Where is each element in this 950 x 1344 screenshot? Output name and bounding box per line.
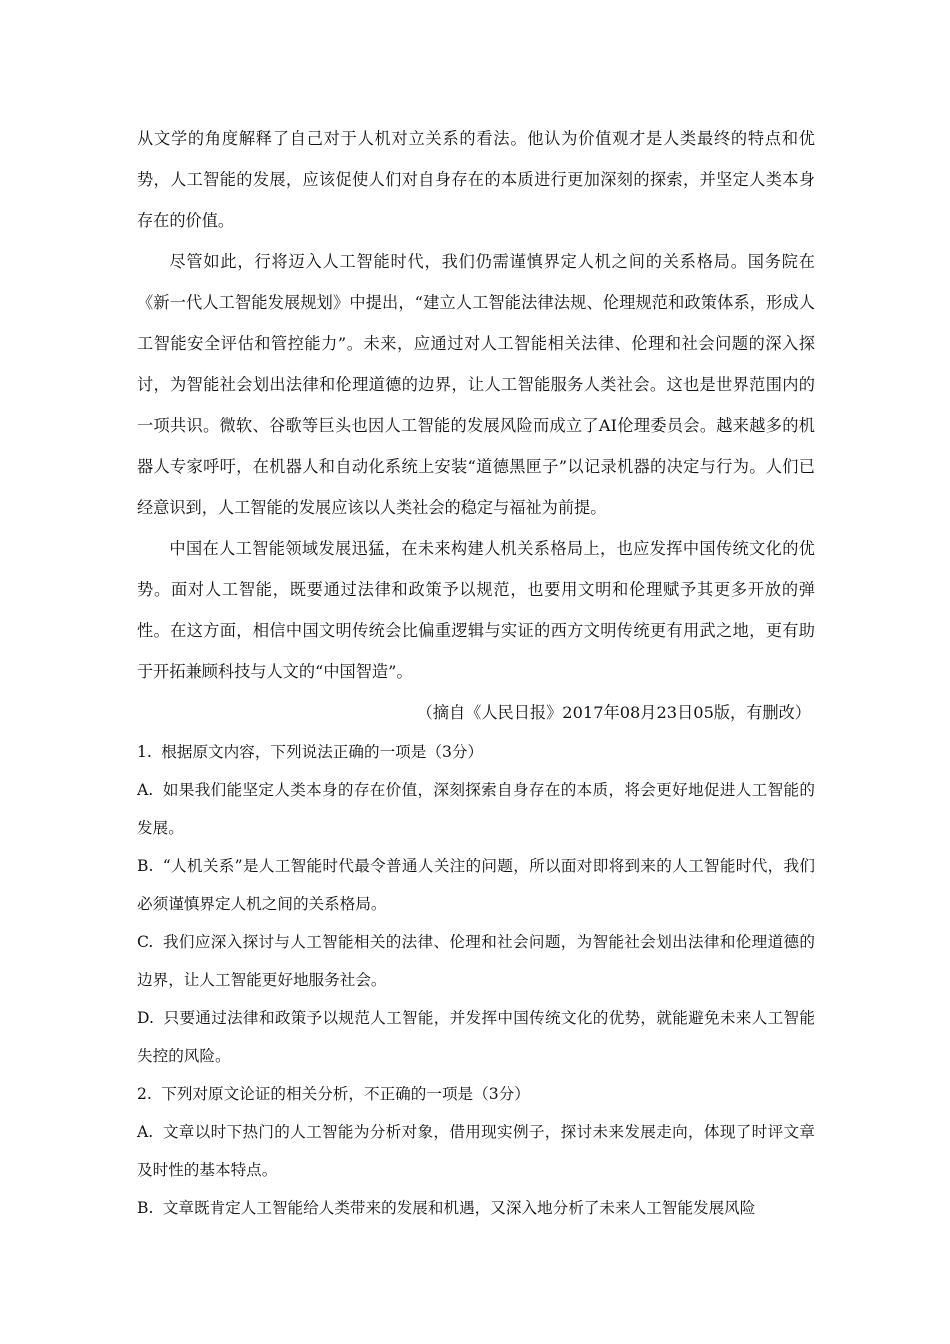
- document-page: [137, 118, 815, 1227]
- question-1-option-b: [137, 847, 815, 923]
- option-text: 文章既肯定人工智能给人类带来的发展和机遇，又深入地分析了未来人工智能发展风险: [162, 1199, 756, 1217]
- option-label: B.: [137, 857, 154, 875]
- article-paragraph-3: 中国在人工智能领域发展迅猛，在未来构建人机关系格局上，也应发挥中国传统文化的优势。面对人工智能，既要通过法律和政策予以规范，也要用文明和伦理赋予其更多开放的弹性。在这方面，相信中国文明传统会比偏重逻辑与实证的西方文明传统更有用武之地，更有助于开拓兼顾科技与人文的“中国智造”。: [137, 539, 815, 681]
- option-text: 我们应深入探讨与人工智能相关的法律、伦理和社会问题，为智能社会划出法律和伦理道德的边界，让人工智能更好地服务社会。: [137, 933, 815, 989]
- option-text: 只要通过法律和政策予以规范人工智能，并发挥中国传统文化的优势，就能避免未来人工智能失控的风险。: [137, 1009, 815, 1065]
- question-1-number: 1.: [137, 743, 152, 761]
- question-2: [137, 1075, 815, 1227]
- option-text: 如果我们能坚定人类本身的存在价值，深刻探索自身存在的本质，将会更好地促进人工智能的发展。: [137, 781, 815, 837]
- option-label: A.: [137, 1123, 154, 1141]
- question-1: [137, 733, 815, 1075]
- article-paragraph-2: 尽管如此，行将迈入人工智能时代，我们仍需谨慎界定人机之间的关系格局。国务院在《新一代人工智能发展规划》中提出，“建立人工智能法律法规、伦理规范和政策体系，形成人工智能安全评估和管控能力”。未来，应通过对人工智能相关法律、伦理和社会问题的深入探讨，为智能社会划出法律和伦理道德的边界，让人工智能服务人类社会。这也是世界范围内的一项共识。微软、谷歌等巨头也因人工智能的发展风险而成立了AI伦理委员会。越来越多的机器人专家呼吁，在机器人和自动化系统上安装“道德黑匣子”以记录机器的决定与行为。人们已经意识到，人工智能的发展应该以人类社会的稳定与福祉为前提。: [137, 252, 815, 517]
- question-2-option-a: [137, 1113, 815, 1189]
- question-1-text: 根据原文内容，下列说法正确的一项是（3分）: [161, 743, 484, 761]
- option-label: D.: [137, 1009, 154, 1027]
- question-1-option-a: [137, 771, 815, 847]
- option-label: A.: [137, 781, 154, 799]
- question-2-number: 2.: [137, 1085, 152, 1103]
- option-label: B.: [137, 1199, 154, 1217]
- article-paragraph-1: 从文学的角度解释了自己对于人机对立关系的看法。他认为价值观才是人类最终的特点和优势，人工智能的发展，应该促使人们对自身存在的本质进行更加深刻的探索，并坚定人类本身存在的价值。: [137, 129, 815, 230]
- article-source-citation: （摘自《人民日报》2017年08月23日05版，有删改）: [416, 703, 811, 722]
- option-label: C.: [137, 933, 154, 951]
- question-2-text: 下列对原文论证的相关分析，不正确的一项是（3分）: [161, 1085, 530, 1103]
- question-1-option-d: [137, 999, 815, 1075]
- option-text: “人机关系”是人工智能时代最令普通人关注的问题，所以面对即将到来的人工智能时代，我们必须谨慎界定人机之间的关系格局。: [137, 857, 815, 913]
- question-2-option-b: [137, 1189, 815, 1227]
- question-2-stem: [137, 1075, 815, 1113]
- option-text: 文章以时下热门的人工智能为分析对象，借用现实例子，探讨未来发展走向，体现了时评文章及时性的基本特点。: [137, 1123, 815, 1179]
- question-1-stem: [137, 733, 815, 771]
- question-1-option-c: [137, 923, 815, 999]
